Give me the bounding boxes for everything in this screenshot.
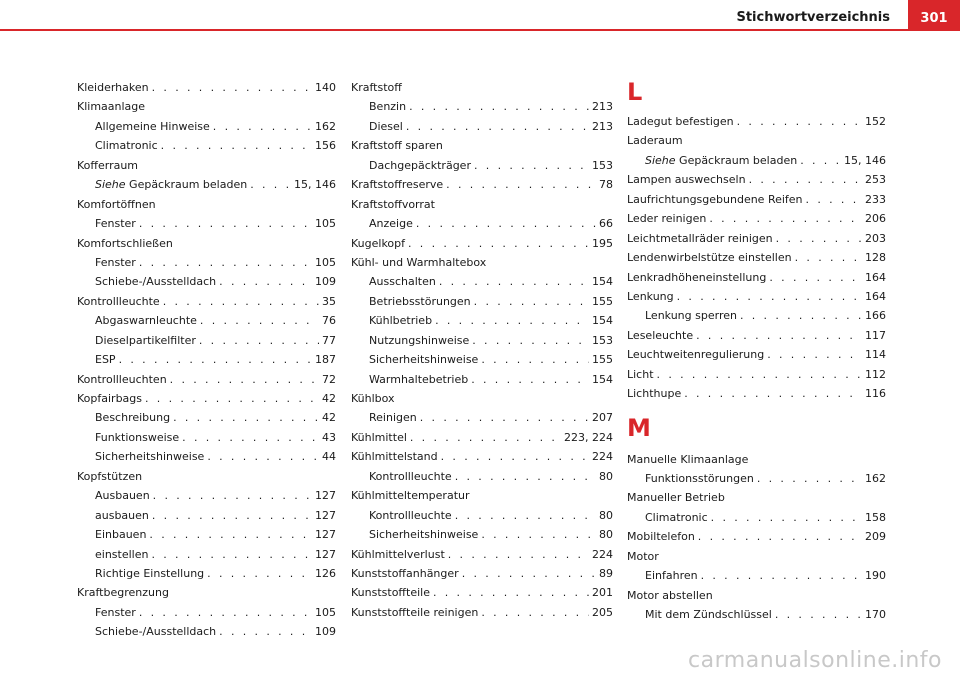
dot-leader [441,447,589,466]
page-reference: 170 [865,608,886,622]
index-subentry [351,214,613,233]
entry-label: Kontrollleuchte [369,508,452,522]
index-entry [627,190,886,209]
page-reference: 190 [865,569,886,583]
entry-label: Warmhaltebetrieb [369,372,469,386]
page-reference: 162 [865,472,886,485]
dot-leader [219,272,312,291]
index-entry [627,170,886,189]
dot-leader [696,326,862,345]
index-subentry [351,408,613,427]
watermark: carmanualsonline.info [688,648,942,673]
index-subentry [77,486,336,505]
dot-leader [462,564,596,583]
entry-label: Laufrichtungsgebundene Reifen [627,192,803,206]
index-entry [351,603,613,622]
index-column-1 [77,78,336,642]
dot-leader [749,170,862,189]
entry-label: Kraftstoffreserve [351,178,444,192]
entry-label: Einbauen [95,528,147,542]
entry-label: Fenster [95,217,136,231]
entry-label: Kühlbetrieb [369,314,433,328]
index-subentry [627,469,886,488]
index-subentry [351,525,613,544]
page-reference: 152 [865,115,886,128]
entry-label: ESP [95,353,116,367]
page-reference: 224 [592,450,613,464]
page-reference: 15, 146 [844,153,886,167]
index-entry [627,229,886,248]
page-reference: 105 [315,217,336,231]
index-subentry [77,622,336,641]
dot-leader [737,112,862,131]
page-reference: 155 [592,353,613,367]
index-subentry [351,370,613,389]
index-entry [627,365,886,384]
page-reference: 80 [599,469,613,483]
dot-leader [173,408,319,427]
index-subentry [351,292,613,311]
page-reference: 140 [315,81,336,94]
index-subentry [77,603,336,622]
dot-leader [151,545,312,564]
index-entry [351,175,613,194]
page-reference: 164 [865,270,886,284]
dot-leader [769,268,862,287]
dot-leader [446,175,596,194]
page-reference: 114 [865,348,886,362]
entry-label: Climatronic [645,510,708,524]
index-subentry [351,350,613,369]
dot-leader [199,331,319,350]
page-reference: 164 [865,289,886,303]
dot-leader [740,306,862,325]
dot-leader [775,605,862,624]
entry-label: Leseleuchte [627,328,694,342]
index-entry [77,389,336,408]
dot-leader [701,566,862,585]
entry-label: Mobiltelefon [627,530,695,544]
dot-leader [776,229,862,248]
index-column-2 [351,78,613,622]
index-heading: Kraftstoff sparen [351,139,443,153]
page-reference: 205 [592,605,613,619]
dot-leader [471,370,589,389]
index-subentry [351,117,613,136]
entry-label: Kühlmittel [351,430,407,444]
index-entry [351,583,613,602]
index-heading: Manueller Betrieb [627,491,725,505]
dot-leader [207,447,319,466]
page-reference: 72 [322,372,336,386]
entry-label [645,151,797,170]
index-heading: Kühl- und Warmhaltebox [351,255,487,269]
index-heading: Klimaanlage [77,100,146,114]
page-reference: 127 [315,508,336,522]
entry-label: Dachgepäckträger [369,158,471,172]
page-reference: 105 [315,255,336,269]
dot-leader [481,603,589,622]
dot-leader [455,506,596,525]
entry-label: Nutzungshinweise [369,333,470,347]
index-subentry [77,447,336,466]
dot-leader [139,214,312,233]
page-reference: 158 [865,510,886,524]
page-reference: 127 [315,547,336,561]
entry-label: Ausbauen [95,489,150,503]
index-subentry [351,331,613,350]
entry-label: Fenster [95,255,136,269]
dot-leader [409,97,589,116]
page-reference: 89 [599,566,613,580]
dot-leader [677,287,862,306]
index-subentry [77,136,336,155]
index-subentry [77,214,336,233]
index-entry [351,564,613,583]
index-heading: Laderaum [627,134,683,148]
entry-label: Lendenwirbelstütze einstellen [627,251,792,265]
entry-label: Dieselpartikelfilter [95,333,196,347]
dot-leader [657,365,862,384]
entry-label: Kühlmittelstand [351,450,438,464]
entry-label-text: Gepäckraum beladen [129,178,248,192]
page-title: Stichwortverzeichnis [736,10,890,25]
entry-label: Funktionsweise [95,430,180,444]
entry-label: Kopfairbags [77,392,143,405]
index-entry [627,527,886,546]
index-subentry [77,331,336,350]
dot-leader [472,331,589,350]
index-entry [351,428,613,447]
entry-label: Sicherheitshinweise [369,528,479,542]
index-heading: Komfortschließen [77,236,173,250]
header-rule [0,29,960,31]
entry-label: Kontrollleuchte [77,294,160,308]
dot-leader [152,78,312,97]
entry-label: Mit dem Zündschlüssel [645,608,772,622]
entry-label: Kunststoffteile reinigen [351,605,479,619]
entry-label: Licht [627,367,654,381]
page-reference: 224 [592,547,613,561]
entry-label: Lenkung sperren [645,309,737,323]
page-reference: 162 [315,119,336,133]
see-reference: Siehe [95,178,126,192]
entry-label: Climatronic [95,139,158,153]
index-heading: Kraftstoff [351,81,402,94]
index-subentry [351,506,613,525]
index-subentry [77,272,336,291]
index-subentry [627,508,886,527]
index-entry [351,545,613,564]
page-reference: 127 [315,489,336,503]
page-reference: 105 [315,605,336,619]
dot-leader [481,350,589,369]
dot-leader [213,117,312,136]
entry-label: Sicherheitshinweise [95,450,205,464]
entry-label: Ausschalten [369,275,436,289]
index-subentry [627,306,886,325]
entry-label: ausbauen [95,508,149,522]
index-entry [77,78,336,97]
page-reference: 154 [592,372,613,386]
dot-leader [149,525,312,544]
dot-leader [119,350,312,369]
dot-leader [474,156,589,175]
index-entry [351,234,613,253]
dot-leader [684,384,862,403]
index-subentry [77,117,336,136]
dot-leader [163,292,319,311]
entry-label: Sicherheitshinweise [369,353,479,367]
page-reference: 154 [592,275,613,289]
page-reference: 154 [592,314,613,328]
dot-leader [161,136,312,155]
page-reference: 187 [315,353,336,367]
page-reference: 253 [865,173,886,187]
dot-leader [800,151,841,170]
dot-leader [806,190,862,209]
entry-label: Anzeige [369,217,413,231]
index-entry [627,268,886,287]
page-reference: 156 [315,139,336,153]
index-subentry [77,350,336,369]
entry-label: Kleiderhaken [77,81,149,94]
entry-label: Kontrollleuchten [77,372,167,386]
dot-leader [435,311,589,330]
entry-label: Richtige Einstellung [95,566,205,580]
page-reference: 126 [315,566,336,580]
page-reference: 66 [599,217,613,231]
dot-leader [207,564,312,583]
page-reference: 207 [592,411,613,425]
dot-leader [439,272,589,291]
dot-leader [200,311,319,330]
dot-leader [152,506,312,525]
entry-label: Fenster [95,605,136,619]
dot-leader [757,469,862,488]
index-entry [627,209,886,228]
page-reference: 117 [865,328,886,342]
page-reference: 116 [865,387,886,401]
entry-label: Diesel [369,119,403,133]
dot-leader [139,603,312,622]
page-number-badge: 301 [908,0,960,30]
index-entry [627,345,886,364]
entry-label: einstellen [95,547,149,561]
index-entry [77,370,336,389]
entry-label: Kühlmittelverlust [351,547,445,561]
page-reference: 203 [865,231,886,245]
page-reference: 43 [322,430,336,444]
see-reference: Siehe [645,153,676,167]
dot-leader [709,209,862,228]
page-reference: 44 [322,450,336,464]
page-reference: 213 [592,100,613,114]
entry-label: Leichtmetallräder reinigen [627,231,773,245]
page-reference: 201 [592,586,613,600]
entry-label: Abgaswarnleuchte [95,314,197,328]
index-subentry [77,175,336,194]
page-reference: 153 [592,333,613,347]
dot-leader [170,370,319,389]
dot-leader [406,117,589,136]
entry-label: Schiebe-/Ausstelldach [95,275,217,289]
index-subentry [627,566,886,585]
index-entry [77,292,336,311]
section-letter: M [627,413,651,442]
dot-leader [139,253,312,272]
index-subentry [627,151,886,170]
entry-label: Beschreibung [95,411,171,425]
page-reference: 77 [322,333,336,347]
entry-label: Kontrollleuchte [369,469,452,483]
index-subentry [351,272,613,291]
dot-leader [416,214,596,233]
section-letter: L [627,78,643,106]
entry-label: Lenkradhöheneinstellung [627,270,767,284]
index-subentry [351,156,613,175]
entry-label [95,175,247,194]
dot-leader [481,525,596,544]
index-subentry [77,564,336,583]
page-reference: 213 [592,119,613,133]
dot-leader [455,467,596,486]
dot-leader [408,234,589,253]
entry-label: Benzin [369,100,407,114]
index-column-3 [627,78,886,625]
entry-label: Betriebsstörungen [369,294,471,308]
page-reference: 155 [592,294,613,308]
index-entry [627,384,886,403]
entry-label: Ladegut befestigen [627,115,734,128]
index-subentry [351,467,613,486]
index-heading: Komfortöffnen [77,197,156,211]
page-reference: 109 [315,275,336,289]
dot-leader [448,545,589,564]
page-reference: 78 [599,178,613,192]
index-subentry [351,311,613,330]
page-reference: 112 [865,367,886,381]
page-reference: 233 [865,192,886,206]
index-subentry [77,545,336,564]
index-subentry [77,408,336,427]
dot-leader [433,583,589,602]
page-reference: 15, 146 [294,178,336,192]
page-reference: 80 [599,528,613,542]
dot-leader [145,389,319,408]
index-heading: Motor abstellen [627,588,713,602]
page-reference: 42 [322,392,336,405]
page-reference: 128 [865,251,886,265]
entry-label-text: Gepäckraum beladen [679,153,798,167]
dot-leader [250,175,291,194]
page-reference: 42 [322,411,336,425]
page-reference: 166 [865,309,886,323]
index-heading: Manuelle Klimaanlage [627,452,749,466]
entry-label: Einfahren [645,569,698,583]
entry-label: Lampen auswechseln [627,173,746,187]
page-reference: 35 [322,294,336,308]
dot-leader [219,622,312,641]
entry-label: Kunststoffteile [351,586,430,600]
page-reference: 223, 224 [564,430,613,444]
index-subentry [77,506,336,525]
index-entry [627,326,886,345]
page-reference: 206 [865,212,886,226]
entry-label: Kunststoffanhänger [351,566,459,580]
entry-label: Schiebe-/Ausstelldach [95,625,217,639]
dot-leader [153,486,312,505]
entry-label: Leder reinigen [627,212,707,226]
dot-leader [410,428,561,447]
dot-leader [711,508,862,527]
index-subentry [77,428,336,447]
dot-leader [698,527,862,546]
index-entry [627,287,886,306]
page-reference: 127 [315,528,336,542]
entry-label: Lenkung [627,289,674,303]
dot-leader [795,248,862,267]
dot-leader [474,292,589,311]
entry-label: Funktionsstörungen [645,472,754,485]
entry-label: Reinigen [369,411,417,425]
index-entry [351,447,613,466]
entry-label: Kugelkopf [351,236,406,250]
index-entry [627,248,886,267]
index-heading: Kühlbox [351,392,395,405]
dot-leader [182,428,319,447]
page-reference: 209 [865,530,886,544]
page-reference: 80 [599,508,613,522]
page-reference: 153 [592,158,613,172]
index-subentry [351,97,613,116]
page-reference: 76 [322,314,336,328]
dot-leader [420,408,589,427]
page-header [0,0,960,30]
index-entry [627,112,886,131]
entry-label: Lichthupe [627,387,682,401]
index-heading: Kofferraum [77,158,139,172]
page-reference: 195 [592,236,613,250]
entry-label: Leuchtweitenregulierung [627,348,765,362]
index-subentry [627,605,886,624]
index-subentry [77,253,336,272]
page-reference: 109 [315,625,336,639]
index-heading: Kraftbegrenzung [77,586,169,600]
index-subentry [77,311,336,330]
index-heading: Kraftstoffvorrat [351,197,435,211]
index-subentry [77,525,336,544]
index-heading: Kopfstützen [77,469,143,483]
dot-leader [767,345,862,364]
entry-label: Allgemeine Hinweise [95,119,210,133]
index-heading: Motor [627,549,659,563]
index-heading: Kühlmitteltemperatur [351,489,470,503]
